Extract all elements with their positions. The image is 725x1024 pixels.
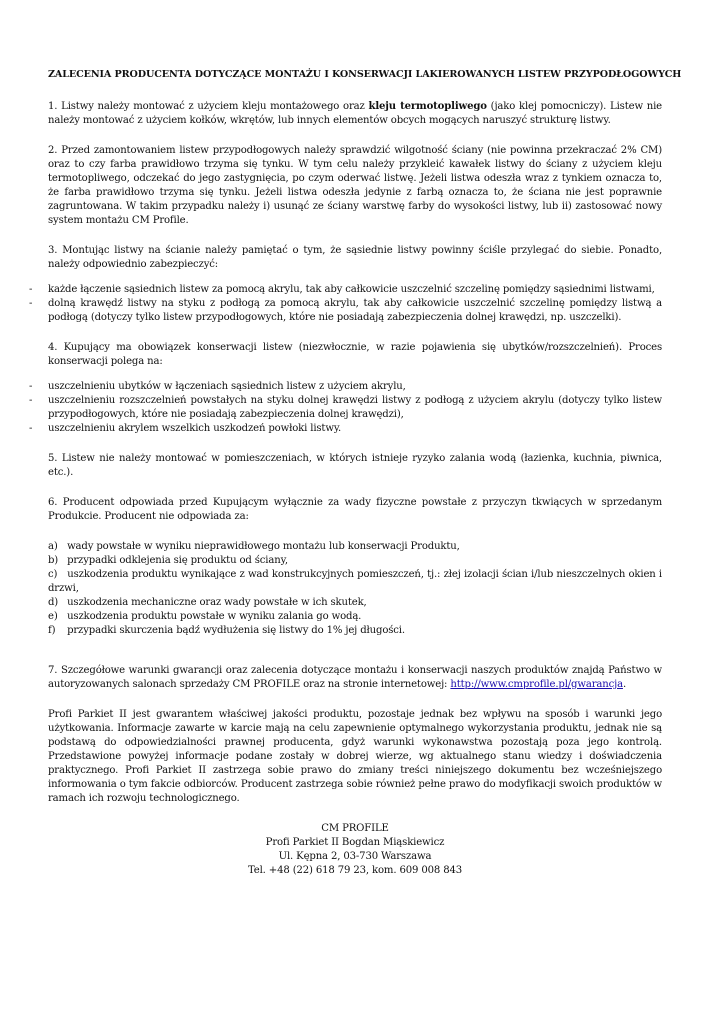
company-footer [48,822,662,878]
list-item: - dolną krawędź listwy na styku z podłogą za pomocą akrylu, tak aby całkowicie uszczelnić szczelinę pomiędzy listwą a podłogą (dotyczy tylko listew przypodłogowych, które nie posiadają zabezpieczenia dolnej krawędzi, np. uszczelki). [48,297,662,325]
list-label: a) [48,541,58,552]
paragraph-3: 3. Montując listwy na ścianie należy pamiętać o tym, że sąsiednie listwy powinny ściśle przylegać do siebie. Ponadto, należy odpowiednio zabezpieczyć: [48,245,662,270]
paragraph-6: 6. Producent odpowiada przed Kupującym wyłącznie za wady fizyczne powstałe z przyczyn tkwiących w sprzedanym Produkcie. Producent nie odpowiada za: [48,497,662,522]
list-text: uszkodzenia produktu powstałe w wyniku zalania go wodą. [67,611,362,622]
footer-address: Ul. Kępna 2, 03-730 Warszawa [278,851,432,862]
paragraph-3-list [48,283,662,325]
list-item [48,540,662,554]
list-item [48,610,662,624]
list-item: - każde łączenie sąsiednich listew za pomocą akrylu, tak aby całkowicie uszczelnić szczelinę pomiędzy sąsiednimi listwami, [48,283,662,297]
footer-company: CM PROFILE [321,823,389,834]
footer-owner: Profi Parkiet II Bogdan Miąskiewicz [265,837,445,848]
paragraph-7-text: 7. Szczegółowe warunki gwarancji oraz zalecenia dotyczące montażu i konserwacji naszych produktów znajdą Państwo w autoryzowanych salonach sprzedaży CM PROFILE oraz na stronie internetowej: [48,665,662,690]
paragraph-7-end: . [622,679,627,690]
document-title: ZALECENIA PRODUCENTA DOTYCZĄCE MONTAŻU I KONSERWACJI LAKIEROWANYCH LISTEW PRZYPODŁOGOWYCH [48,69,682,80]
list-item [48,554,662,568]
list-text: uszkodzenia mechaniczne oraz wady powstałe w ich skutek, [67,597,367,608]
paragraph-1-end: (jako klej pomocniczy). Listew nie należy montować z użyciem kołków, wkrętów, lub innych elementów obcych mogących naruszyć strukturę listwy. [48,101,662,126]
list-item [48,624,662,638]
list-label: e) [48,611,58,622]
footer-phone: Tel. +48 (22) 618 79 23, kom. 609 008 843 [247,865,463,876]
warranty-link[interactable]: http://www.cmprofile.pl/gwarancja [450,679,623,690]
paragraph-5: 5. Listew nie należy montować w pomieszczeniach, w których istnieje ryzyko zalania wodą (łazienka, kuchnia, piwnica, etc.). [48,453,662,478]
paragraph-4: 4. Kupujący ma obowiązek konserwacji listew (niezwłocznie, w razie pojawienia się ubytków/rozszczelnień). Proces konserwacji polega na: [48,342,662,367]
list-label: c) [48,569,58,580]
paragraph-1 [48,100,662,128]
list-text: uszkodzenia produktu wynikające z wad konstrukcyjnych pomieszczeń, tj.: złej izolacji ścian i/lub nieszczelnych okien i drzwi, [48,569,662,594]
list-item: - uszczelnieniu ubytków w łączeniach sąsiednich listew z użyciem akrylu, [48,380,662,394]
list-label: d) [48,597,59,608]
list-item: - uszczelnieniu rozszczelnień powstałych na styku dolnej krawędzi listwy z podłogą z użyciem akrylu (dotyczy tylko listew przypodłogowych, które nie posiadają zabezpieczenia dolnej krawędzi), [48,394,662,422]
list-item: - uszczelnieniu akrylem wszelkich uszkodzeń powłoki listwy. [48,422,662,436]
paragraph-7 [48,664,662,692]
paragraph-1-bold: kleju termotopliwego [368,101,487,112]
paragraph-disclaimer: Profi Parkiet II jest gwarantem właściwej jakości produktu, pozostaje jednak bez wpływu na sposób i warunki jego użytkowania. Informacje zawarte w karcie mają na celu zapewnienie optymalnego wykorzystania produktu, jednak nie są podstawą do odpowiedzialności prawnej producenta, gdyż warunki wykonawstwa pozostają poza jego kontrolą. Przedstawione powyżej informacje podane zostały w dobrej wierze, wg aktualnego stanu wiedzy i doświadczenia praktycznego. Profi Parkiet II zastrzega sobie prawo do zmiany treści niniejszego dokumentu bez wcześniejszego informowania o tym fakcie odbiorców. Producent zastrzega sobie również pełne prawo do modyfikacji swoich produktów w ramach ich rozwoju technologicznego. [48,709,662,804]
list-text: wady powstałe w wyniku nieprawidłowego montażu lub konserwacji Produktu, [67,541,460,552]
paragraph-2: 2. Przed zamontowaniem listew przypodłogowych należy sprawdzić wilgotność ściany (nie powinna przekraczać 2% CM) oraz to czy farba prawidłowo trzyma się tynku. W tym celu należy przykleić kawałek listwy do ściany z użyciem kleju termotopliwego, odczekać do jego zastygnięcia, po czym oderwać listwę. Jeżeli listwa odeszła wraz z tynkiem oznacza to, że farba prawidłowo trzyma się tynku. Jeżeli listwa odeszła jedynie z farbą oznacza to, że ściana nie jest poprawnie zagruntowana. W takim przypadku należy i) usunąć ze ściany warstwę farby do wysokości listwy, lub ii) zastosować nowy system montażu CM Profile. [48,145,662,226]
list-text: przypadki skurczenia bądź wydłużenia się listwy do 1% jej długości. [67,625,405,636]
document-page [48,68,682,878]
list-label: f) [48,625,56,636]
list-item [48,568,662,596]
paragraph-1-start: 1. Listwy należy montować z użyciem kleju montażowego oraz [48,101,369,112]
paragraph-4-list [48,380,662,436]
list-label: b) [48,555,59,566]
list-text: przypadki odklejenia się produktu od ściany, [67,555,288,566]
list-item [48,596,662,610]
paragraph-6-list [48,540,662,638]
